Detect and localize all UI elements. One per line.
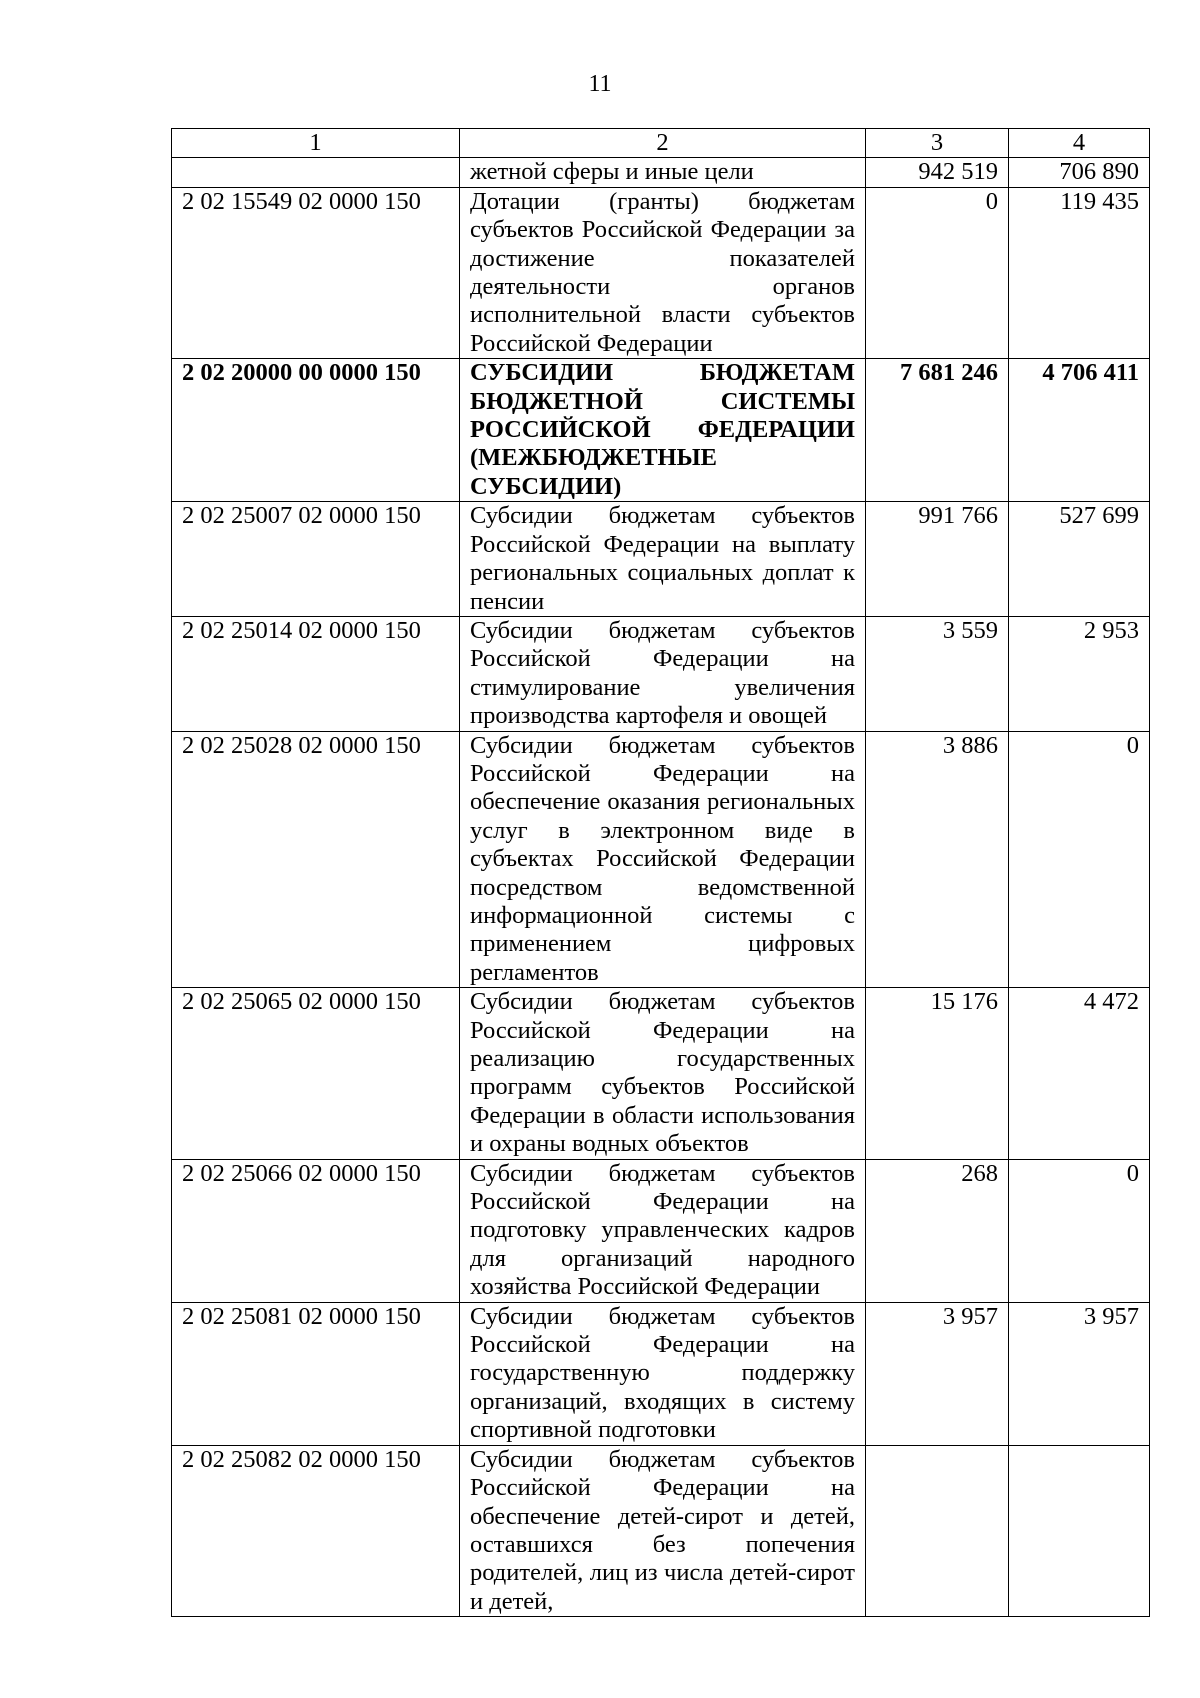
cell-income-name: Дотации (гранты) бюджетам субъектов Российской Федерации за достижение показателей деятельности органов исполнительной власти субъектов Российской Федерации: [460, 187, 866, 358]
cell-budget-code: [172, 158, 460, 187]
cell-value-col3: 942 519: [866, 158, 1009, 187]
cell-income-name: СУБСИДИИ БЮДЖЕТАМ БЮДЖЕТНОЙ СИСТЕМЫ РОССИЙСКОЙ ФЕДЕРАЦИИ (МЕЖБЮДЖЕТНЫЕ СУБСИДИИ): [460, 359, 866, 502]
cell-income-name: Субсидии бюджетам субъектов Российской Федерации на государственную поддержку организаций, входящих в систему спортивной подготовки: [460, 1302, 866, 1445]
table-row: [172, 1445, 1150, 1616]
column-header-4: 4: [1009, 129, 1150, 158]
page-number: 11: [588, 71, 612, 97]
cell-value-col3: 15 176: [866, 988, 1009, 1159]
cell-budget-code: 2 02 25014 02 0000 150: [172, 616, 460, 731]
cell-value-col3: 3 886: [866, 731, 1009, 988]
cell-budget-code: 2 02 25065 02 0000 150: [172, 988, 460, 1159]
cell-value-col4: 4 472: [1009, 988, 1150, 1159]
cell-income-name: Субсидии бюджетам субъектов Российской Федерации на стимулирование увеличения производства картофеля и овощей: [460, 616, 866, 731]
table-row: [172, 1302, 1150, 1445]
cell-value-col3: 3 559: [866, 616, 1009, 731]
cell-value-col4: 119 435: [1009, 187, 1150, 358]
cell-value-col4: 4 706 411: [1009, 359, 1150, 502]
cell-value-col3: 7 681 246: [866, 359, 1009, 502]
table-body: [172, 158, 1150, 1617]
cell-income-name: жетной сферы и иные цели: [460, 158, 866, 187]
cell-budget-code: 2 02 15549 02 0000 150: [172, 187, 460, 358]
cell-budget-code: 2 02 25007 02 0000 150: [172, 502, 460, 617]
table-row: [172, 731, 1150, 988]
column-header-3: 3: [866, 129, 1009, 158]
column-header-2: 2: [460, 129, 866, 158]
table-row: [172, 988, 1150, 1159]
cell-value-col3: [866, 1445, 1009, 1616]
cell-budget-code: 2 02 20000 00 0000 150: [172, 359, 460, 502]
cell-income-name: Субсидии бюджетам субъектов Российской Федерации на обеспечение детей-сирот и детей, оставшихся без попечения родителей, лиц из числа детей-сирот и детей,: [460, 1445, 866, 1616]
cell-value-col3: 268: [866, 1159, 1009, 1302]
table-row: [172, 359, 1150, 502]
column-header-1: 1: [172, 129, 460, 158]
cell-value-col4: 706 890: [1009, 158, 1150, 187]
cell-budget-code: 2 02 25081 02 0000 150: [172, 1302, 460, 1445]
cell-income-name: Субсидии бюджетам субъектов Российской Федерации на обеспечение оказания региональных услуг в электронном виде в субъектах Российской Федерации посредством ведомственной информационной системы с применением цифровых регламентов: [460, 731, 866, 988]
table-row: [172, 158, 1150, 187]
table-row: [172, 187, 1150, 358]
cell-budget-code: 2 02 25082 02 0000 150: [172, 1445, 460, 1616]
cell-value-col4: 2 953: [1009, 616, 1150, 731]
cell-value-col3: 991 766: [866, 502, 1009, 617]
cell-value-col3: 0: [866, 187, 1009, 358]
cell-budget-code: 2 02 25066 02 0000 150: [172, 1159, 460, 1302]
table-row: [172, 1159, 1150, 1302]
cell-value-col4: 3 957: [1009, 1302, 1150, 1445]
cell-value-col3: 3 957: [866, 1302, 1009, 1445]
table-row: [172, 502, 1150, 617]
cell-budget-code: 2 02 25028 02 0000 150: [172, 731, 460, 988]
budget-table: [171, 128, 1150, 1617]
cell-income-name: Субсидии бюджетам субъектов Российской Федерации на подготовку управленческих кадров для организаций народного хозяйства Российской Федерации: [460, 1159, 866, 1302]
cell-value-col4: 527 699: [1009, 502, 1150, 617]
cell-value-col4: 0: [1009, 731, 1150, 988]
cell-value-col4: 0: [1009, 1159, 1150, 1302]
table-row: [172, 616, 1150, 731]
cell-value-col4: [1009, 1445, 1150, 1616]
cell-income-name: Субсидии бюджетам субъектов Российской Федерации на реализацию государственных программ субъектов Российской Федерации в области использования и охраны водных объектов: [460, 988, 866, 1159]
cell-income-name: Субсидии бюджетам субъектов Российской Федерации на выплату региональных социальных доплат к пенсии: [460, 502, 866, 617]
table-header-row: [172, 129, 1150, 158]
